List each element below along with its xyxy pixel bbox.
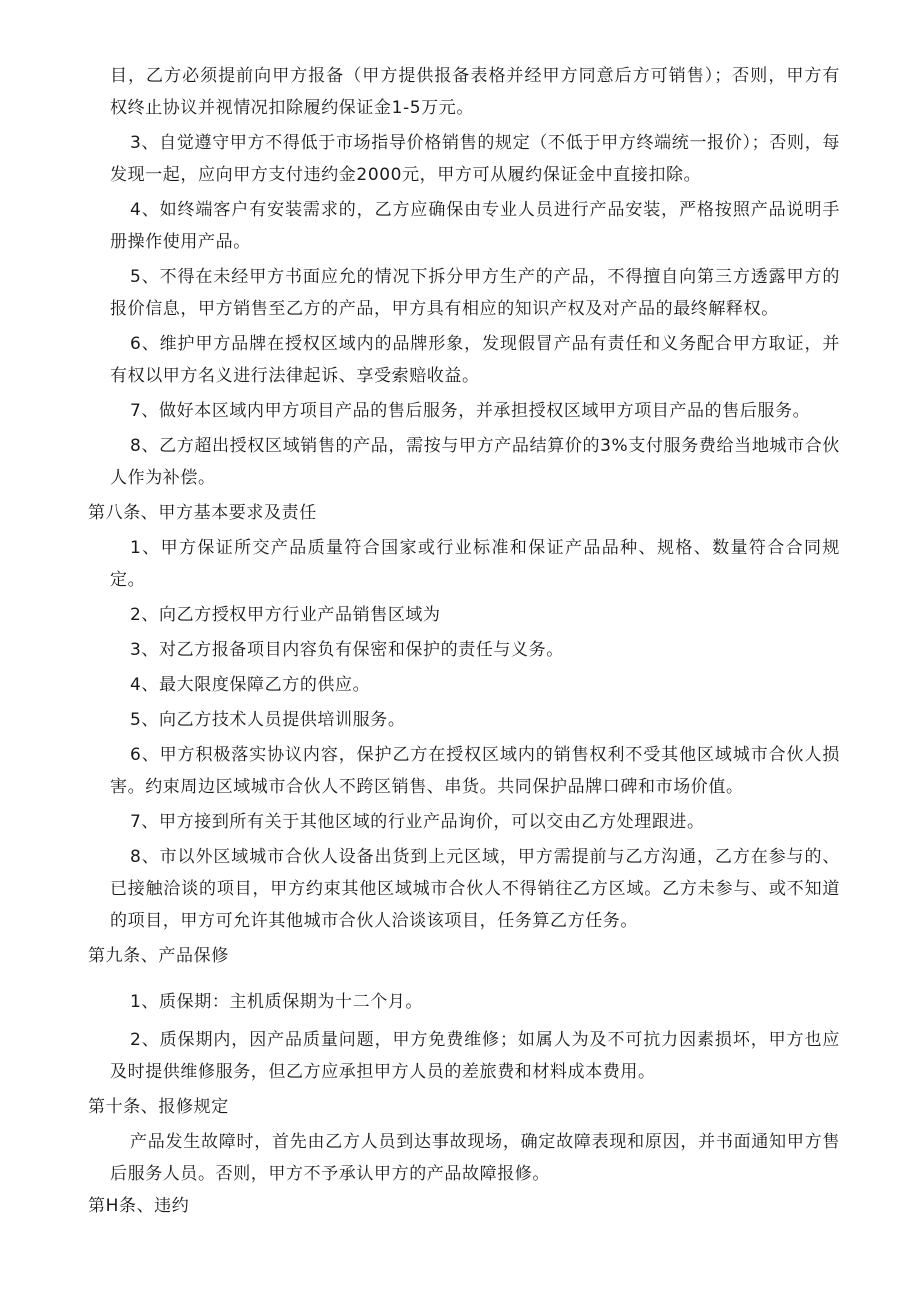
article8-item-6: 6、甲方积极落实协议内容，保护乙方在授权区域内的销售权利不受其他区域城市合伙人损害。约束周边区域城市合伙人不跨区销售、串货。共同保护品牌口碑和市场价值。 bbox=[110, 745, 840, 797]
article9-heading: 第九条、产品保修 bbox=[88, 946, 229, 966]
article8-item-1: 1、甲方保证所交产品质量符合国家或行业标准和保证产品品种、规格、数量符合合同规定。 bbox=[110, 538, 840, 590]
article8-item-4: 4、最大限度保障乙方的供应。 bbox=[130, 675, 371, 695]
article9-item-1: 1、质保期：主机质保期为十二个月。 bbox=[130, 992, 424, 1012]
article7-item-4: 4、如终端客户有安装需求的，乙方应确保由专业人员进行产品安装，严格按照产品说明手册操作使用产品。 bbox=[110, 200, 840, 252]
article7-item-7: 7、做好本区域内甲方项目产品的售后服务，并承担授权区域甲方项目产品的售后服务。 bbox=[130, 401, 811, 421]
article8-item-2: 2、向乙方授权甲方行业产品销售区域为 bbox=[130, 605, 441, 625]
article7-item-6: 6、维护甲方品牌在授权区域内的品牌形象，发现假冒产品有责任和义务配合甲方取证，并有权以甲方名义进行法律起诉、享受索赔收益。 bbox=[110, 334, 840, 386]
article7-item-5: 5、不得在未经甲方书面应允的情况下拆分甲方生产的产品，不得擅自向第三方透露甲方的报价信息，甲方销售至乙方的产品，甲方具有相应的知识产权及对产品的最终解释权。 bbox=[110, 267, 840, 319]
article11-heading: 第H条、违约 bbox=[88, 1196, 190, 1216]
article8-item-8: 8、市以外区域城市合伙人设备出货到上元区域，甲方需提前与乙方沟通，乙方在参与的、已接触洽谈的项目，甲方约束其他区域城市合伙人不得销往乙方区域。乙方未参与、或不知道的项目，甲方可允许其他城市合伙人洽谈该项目，任务算乙方任务。 bbox=[110, 847, 840, 931]
article9-item-2: 2、质保期内，因产品质量问题，甲方免费维修；如属人为及不可抗力因素损坏，甲方也应及时提供维修服务，但乙方应承担甲方人员的差旅费和材料成本费用。 bbox=[110, 1030, 840, 1082]
article10-heading: 第十条、报修规定 bbox=[88, 1097, 229, 1117]
continuation-paragraph: 目，乙方必须提前向甲方报备（甲方提供报备表格并经甲方同意后方可销售）；否则，甲方有权终止协议并视情况扣除履约保证金1-5万元。 bbox=[110, 66, 840, 118]
article7-item-3: 3、自觉遵守甲方不得低于市场指导价格销售的规定（不低于甲方终端统一报价）；否则，每发现一起，应向甲方支付违约金2000元，甲方可从履约保证金中直接扣除。 bbox=[110, 133, 840, 185]
article10-paragraph: 产品发生故障时，首先由乙方人员到达事故现场，确定故障表现和原因，并书面通知甲方售后服务人员。否则，甲方不予承认甲方的产品故障报修。 bbox=[110, 1132, 840, 1184]
article8-item-3: 3、对乙方报备项目内容负有保密和保护的责任与义务。 bbox=[130, 640, 564, 660]
article8-item-5: 5、向乙方技术人员提供培训服务。 bbox=[130, 710, 406, 730]
article7-item-8: 8、乙方超出授权区域销售的产品，需按与甲方产品结算价的3%支付服务费给当地城市合伙人作为补偿。 bbox=[110, 436, 840, 488]
article8-heading: 第八条、甲方基本要求及责任 bbox=[88, 503, 317, 523]
article8-item-7: 7、甲方接到所有关于其他区域的行业产品询价，可以交由乙方处理跟进。 bbox=[130, 812, 705, 832]
